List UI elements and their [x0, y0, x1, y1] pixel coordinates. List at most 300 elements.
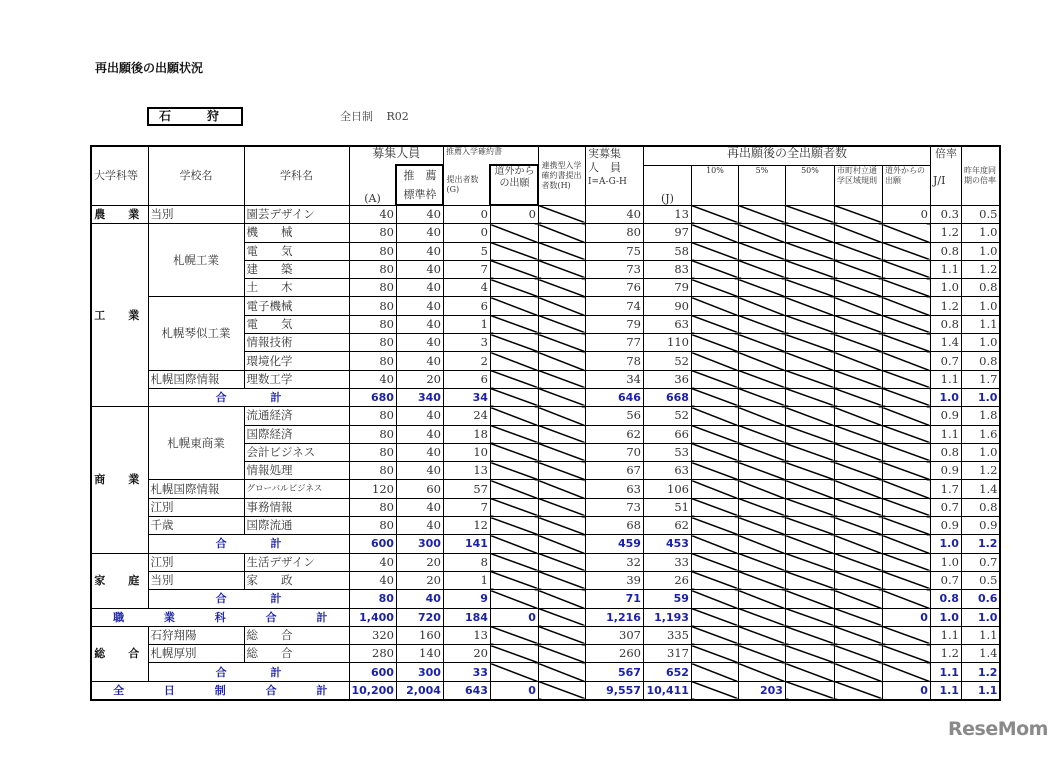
- actual-i-cell: 40: [585, 205, 643, 224]
- actual-i-cell: 76: [585, 279, 643, 297]
- last-year-ratio-cell: 1.0: [961, 224, 1000, 242]
- city-rule-diagonal-cell: [834, 498, 882, 516]
- header-submitted-g: 提出者数 (G): [443, 165, 490, 205]
- page-title: 再出願後の出願状況: [95, 61, 204, 75]
- ratio-cell: 1.0: [930, 553, 961, 571]
- submitted-g-cell: 33: [443, 663, 490, 681]
- department-cell: 国際流通: [244, 517, 349, 535]
- submitted-g-cell: 57: [443, 480, 490, 498]
- applicants-j-cell: 110: [643, 334, 691, 352]
- last-year-ratio-cell: 1.2: [961, 663, 1000, 681]
- ratio-cell: 0.9: [930, 407, 961, 425]
- school-cell: 札幌厚別: [148, 645, 244, 663]
- city-rule-diagonal-cell: [834, 205, 882, 224]
- last-year-ratio-cell: 1.2: [961, 462, 1000, 480]
- applicants-j-cell: 63: [643, 462, 691, 480]
- applicants-j-cell: 63: [643, 315, 691, 333]
- pct50-diagonal-cell: [785, 517, 834, 535]
- outside-apply-diagonal-cell: [490, 590, 538, 608]
- pct50-diagonal-cell: [785, 297, 834, 315]
- city-rule-diagonal-cell: [834, 663, 882, 681]
- pct50-diagonal-cell: [785, 370, 834, 388]
- recommend-quota-cell: 720: [396, 608, 443, 626]
- outside-apply-2-diagonal-cell: [882, 535, 930, 553]
- capacity-a-cell: 80: [349, 297, 396, 315]
- submitted-g-cell: 6: [443, 297, 490, 315]
- capacity-a-cell: 80: [349, 407, 396, 425]
- ratio-cell: 1.0: [930, 279, 961, 297]
- capacity-a-cell: 80: [349, 334, 396, 352]
- outside-apply-2-diagonal-cell: [882, 370, 930, 388]
- header-ratio-formula: J/I: [932, 174, 946, 187]
- recommend-quota-cell: 160: [396, 626, 443, 644]
- last-year-ratio-cell: 0.8: [961, 352, 1000, 370]
- total-row: [91, 608, 1000, 626]
- ratio-cell: 1.0: [930, 608, 961, 626]
- actual-i-cell: 67: [585, 462, 643, 480]
- submitted-g-cell: 1: [443, 315, 490, 333]
- pct10-diagonal-cell: [691, 425, 738, 443]
- pct50-diagonal-cell: [785, 535, 834, 553]
- outside-apply-2-diagonal-cell: [882, 425, 930, 443]
- applicants-j-cell: 97: [643, 224, 691, 242]
- applicants-j-cell: 36: [643, 370, 691, 388]
- submitted-g-cell: 13: [443, 626, 490, 644]
- linked-h-diagonal-cell: [538, 645, 585, 663]
- city-rule-diagonal-cell: [834, 590, 882, 608]
- ratio-cell: 0.9: [930, 517, 961, 535]
- pct50-diagonal-cell: [785, 663, 834, 681]
- pct5-diagonal-cell: [738, 279, 785, 297]
- school-cell: 当別: [148, 571, 244, 589]
- category-cell: 工 業: [91, 224, 148, 407]
- city-rule-diagonal-cell: [834, 388, 882, 406]
- city-rule-diagonal-cell: [834, 608, 882, 626]
- department-cell: 会計ビジネス: [244, 443, 349, 461]
- submitted-g-cell: 7: [443, 260, 490, 278]
- linked-h-diagonal-cell: [538, 334, 585, 352]
- department-cell: 総 合: [244, 645, 349, 663]
- category-cell: 農 業: [91, 205, 148, 224]
- header-ratio: [930, 146, 961, 205]
- outside-apply-diagonal-cell: [490, 425, 538, 443]
- linked-h-diagonal-cell: [538, 571, 585, 589]
- school-cell: 札幌琴似工業: [148, 297, 244, 370]
- pct5-diagonal-cell: [738, 590, 785, 608]
- outside-apply-2-diagonal-cell: [882, 334, 930, 352]
- outside-apply-diagonal-cell: [490, 260, 538, 278]
- outside-apply-2-diagonal-cell: [882, 352, 930, 370]
- recommend-quota-cell: 40: [396, 224, 443, 242]
- application-status-table: [90, 145, 1001, 701]
- outside-apply-diagonal-cell: [490, 517, 538, 535]
- actual-i-cell: 73: [585, 260, 643, 278]
- applicants-j-cell: 66: [643, 425, 691, 443]
- pct50-diagonal-cell: [785, 279, 834, 297]
- department-cell: 国際経済: [244, 425, 349, 443]
- last-year-ratio-cell: 0.6: [961, 590, 1000, 608]
- submitted-g-cell: 12: [443, 517, 490, 535]
- department-cell: 総 合: [244, 626, 349, 644]
- last-year-ratio-cell: 1.0: [961, 297, 1000, 315]
- submitted-g-cell: 4: [443, 279, 490, 297]
- department-cell: 電 気: [244, 315, 349, 333]
- outside-apply-2-diagonal-cell: [882, 645, 930, 663]
- department-cell: グローバルビジネス: [244, 480, 349, 498]
- outside-apply-2-diagonal-cell: [882, 315, 930, 333]
- applicants-j-cell: 83: [643, 260, 691, 278]
- linked-h-diagonal-cell: [538, 462, 585, 480]
- linked-h-diagonal-cell: [538, 388, 585, 406]
- ratio-cell: 0.7: [930, 571, 961, 589]
- total-row: [91, 681, 1000, 700]
- applicants-j-cell: 62: [643, 517, 691, 535]
- table-row: [91, 297, 1000, 315]
- pct50-diagonal-cell: [785, 608, 834, 626]
- outside-apply-2-diagonal-cell: [882, 626, 930, 644]
- table-row: [91, 553, 1000, 571]
- table-row: [91, 645, 1000, 663]
- pct10-diagonal-cell: [691, 681, 738, 700]
- city-rule-diagonal-cell: [834, 626, 882, 644]
- city-rule-diagonal-cell: [834, 407, 882, 425]
- last-year-ratio-cell: 1.0: [961, 334, 1000, 352]
- submitted-g-cell: 643: [443, 681, 490, 700]
- actual-i-cell: 307: [585, 626, 643, 644]
- recommend-quota-cell: 40: [396, 315, 443, 333]
- linked-h-diagonal-cell: [538, 626, 585, 644]
- pct5-diagonal-cell: [738, 315, 785, 333]
- outside-apply-diagonal-cell: [490, 626, 538, 644]
- capacity-a-cell: 80: [349, 260, 396, 278]
- outside-apply-2-diagonal-cell: [882, 498, 930, 516]
- ratio-cell: 1.2: [930, 645, 961, 663]
- actual-i-cell: 260: [585, 645, 643, 663]
- pct5-diagonal-cell: [738, 352, 785, 370]
- department-cell: 家 政: [244, 571, 349, 589]
- capacity-a-cell: 40: [349, 205, 396, 224]
- subtotal-label: 合 計: [148, 663, 349, 681]
- linked-h-diagonal-cell: [538, 242, 585, 260]
- header-linked-h: 連携型入学確約書提出者数(H): [538, 146, 585, 205]
- linked-h-diagonal-cell: [538, 370, 585, 388]
- school-cell: 札幌国際情報: [148, 370, 244, 388]
- header-department: 学科名: [244, 146, 349, 205]
- pct10-diagonal-cell: [691, 224, 738, 242]
- city-rule-diagonal-cell: [834, 535, 882, 553]
- actual-i-cell: 71: [585, 590, 643, 608]
- outside-apply-2-diagonal-cell: [882, 279, 930, 297]
- pct50-diagonal-cell: [785, 242, 834, 260]
- department-cell: 園芸デザイン: [244, 205, 349, 224]
- department-cell: 機 械: [244, 224, 349, 242]
- applicants-j-cell: 33: [643, 553, 691, 571]
- pct10-diagonal-cell: [691, 352, 738, 370]
- submitted-g-cell: 0: [443, 205, 490, 224]
- header-all-applicants: 再出願後の全出願者数: [643, 146, 930, 165]
- submitted-g-cell: 10: [443, 443, 490, 461]
- outside-apply-diagonal-cell: [490, 663, 538, 681]
- header-actual-formula: I=A-G-H: [587, 177, 627, 187]
- header-j: (J): [643, 165, 691, 205]
- capacity-a-cell: 10,200: [349, 681, 396, 700]
- linked-h-diagonal-cell: [538, 407, 585, 425]
- pct5-diagonal-cell: [738, 260, 785, 278]
- pct10-diagonal-cell: [691, 553, 738, 571]
- submitted-g-cell: 20: [443, 645, 490, 663]
- outside-apply-diagonal-cell: [490, 645, 538, 663]
- pct50-diagonal-cell: [785, 645, 834, 663]
- recommend-quota-cell: 40: [396, 297, 443, 315]
- actual-i-cell: 32: [585, 553, 643, 571]
- pct50-diagonal-cell: [785, 462, 834, 480]
- recommend-quota-cell: 20: [396, 553, 443, 571]
- ratio-cell: 0.7: [930, 352, 961, 370]
- pct10-diagonal-cell: [691, 260, 738, 278]
- outside-apply-2-diagonal-cell: [882, 480, 930, 498]
- linked-h-diagonal-cell: [538, 663, 585, 681]
- outside-apply-2-cell: 0: [882, 681, 930, 700]
- header-ratio-label: 倍率: [934, 147, 957, 160]
- table-row: [91, 498, 1000, 516]
- actual-i-cell: 73: [585, 498, 643, 516]
- capacity-a-cell: 120: [349, 480, 396, 498]
- recommend-quota-cell: 140: [396, 645, 443, 663]
- region-label: 石 狩: [147, 107, 243, 126]
- last-year-ratio-cell: 1.0: [961, 443, 1000, 461]
- ratio-cell: 1.1: [930, 425, 961, 443]
- last-year-ratio-cell: 0.9: [961, 517, 1000, 535]
- pct5-diagonal-cell: [738, 370, 785, 388]
- table-row: [91, 205, 1000, 224]
- applicants-j-cell: 317: [643, 645, 691, 663]
- recommend-quota-cell: 40: [396, 590, 443, 608]
- submitted-g-cell: 34: [443, 388, 490, 406]
- table-row: [91, 224, 1000, 242]
- pct5-diagonal-cell: [738, 663, 785, 681]
- recommend-quota-cell: 40: [396, 443, 443, 461]
- capacity-a-cell: 40: [349, 571, 396, 589]
- city-rule-diagonal-cell: [834, 571, 882, 589]
- subtotal-label: 合 計: [148, 535, 349, 553]
- header-outside-apply-2: 道外からの出願: [882, 165, 930, 205]
- recommend-quota-cell: 40: [396, 205, 443, 224]
- header-pledge: 推薦入学確約書: [443, 146, 538, 165]
- category-cell: 総 合: [91, 626, 148, 681]
- ratio-cell: 0.3: [930, 205, 961, 224]
- grand-total-label: 全 日 制 合 計: [91, 681, 349, 700]
- outside-apply-2-diagonal-cell: [882, 663, 930, 681]
- pct10-diagonal-cell: [691, 407, 738, 425]
- pct10-diagonal-cell: [691, 370, 738, 388]
- pct10-diagonal-cell: [691, 462, 738, 480]
- pct10-diagonal-cell: [691, 480, 738, 498]
- capacity-a-cell: 40: [349, 553, 396, 571]
- ratio-cell: 0.7: [930, 498, 961, 516]
- header-capacity: 募集人員: [349, 146, 443, 165]
- city-rule-diagonal-cell: [834, 462, 882, 480]
- pct10-diagonal-cell: [691, 590, 738, 608]
- outside-apply-diagonal-cell: [490, 443, 538, 461]
- actual-i-cell: 567: [585, 663, 643, 681]
- actual-i-cell: 646: [585, 388, 643, 406]
- pct50-diagonal-cell: [785, 480, 834, 498]
- outside-apply-diagonal-cell: [490, 242, 538, 260]
- submitted-g-cell: 13: [443, 462, 490, 480]
- last-year-ratio-cell: 0.5: [961, 571, 1000, 589]
- submitted-g-cell: 184: [443, 608, 490, 626]
- submitted-g-cell: 9: [443, 590, 490, 608]
- table-row: [91, 370, 1000, 388]
- city-rule-diagonal-cell: [834, 443, 882, 461]
- header-actual-line1: 実募集: [587, 147, 621, 160]
- total-row: [91, 388, 1000, 406]
- header-5pct: 5%: [738, 165, 785, 205]
- pct50-diagonal-cell: [785, 334, 834, 352]
- capacity-a-cell: 600: [349, 663, 396, 681]
- linked-h-diagonal-cell: [538, 608, 585, 626]
- header-actual-line2: 人 員: [587, 161, 621, 174]
- department-cell: 電子機械: [244, 297, 349, 315]
- pct50-diagonal-cell: [785, 590, 834, 608]
- city-rule-diagonal-cell: [834, 370, 882, 388]
- last-year-ratio-cell: 1.4: [961, 645, 1000, 663]
- pct5-diagonal-cell: [738, 388, 785, 406]
- linked-h-diagonal-cell: [538, 590, 585, 608]
- outside-apply-2-diagonal-cell: [882, 388, 930, 406]
- pct50-diagonal-cell: [785, 571, 834, 589]
- actual-i-cell: 56: [585, 407, 643, 425]
- pct50-diagonal-cell: [785, 315, 834, 333]
- outside-apply-2-diagonal-cell: [882, 297, 930, 315]
- city-rule-diagonal-cell: [834, 517, 882, 535]
- capacity-a-cell: 80: [349, 242, 396, 260]
- submitted-g-cell: 2: [443, 352, 490, 370]
- pct50-diagonal-cell: [785, 205, 834, 224]
- applicants-j-cell: 79: [643, 279, 691, 297]
- table-row: [91, 626, 1000, 644]
- pct5-diagonal-cell: [738, 297, 785, 315]
- subtotal-label: 合 計: [148, 388, 349, 406]
- last-year-ratio-cell: 1.0: [961, 242, 1000, 260]
- last-year-ratio-cell: 1.2: [961, 260, 1000, 278]
- outside-apply-diagonal-cell: [490, 279, 538, 297]
- ratio-cell: 1.1: [930, 663, 961, 681]
- last-year-ratio-cell: 1.1: [961, 626, 1000, 644]
- outside-apply-2-cell: 0: [882, 205, 930, 224]
- applicants-j-cell: 106: [643, 480, 691, 498]
- pct50-diagonal-cell: [785, 224, 834, 242]
- linked-h-diagonal-cell: [538, 279, 585, 297]
- pct10-diagonal-cell: [691, 315, 738, 333]
- outside-apply-2-diagonal-cell: [882, 224, 930, 242]
- linked-h-diagonal-cell: [538, 498, 585, 516]
- actual-i-cell: 9,557: [585, 681, 643, 700]
- department-cell: 電 気: [244, 242, 349, 260]
- ratio-cell: 1.0: [930, 535, 961, 553]
- pct5-diagonal-cell: [738, 535, 785, 553]
- ratio-cell: 0.8: [930, 242, 961, 260]
- pct50-diagonal-cell: [785, 681, 834, 700]
- department-cell: 建 築: [244, 260, 349, 278]
- header-city-rule: 市町村立通学区域規則: [834, 165, 882, 205]
- resemom-logo: ReseMom: [948, 718, 1048, 740]
- city-rule-diagonal-cell: [834, 425, 882, 443]
- capacity-a-cell: 80: [349, 517, 396, 535]
- header-10pct: 10%: [691, 165, 738, 205]
- linked-h-diagonal-cell: [538, 260, 585, 278]
- outside-apply-diagonal-cell: [490, 224, 538, 242]
- last-year-ratio-cell: 0.5: [961, 205, 1000, 224]
- recommend-quota-cell: 40: [396, 260, 443, 278]
- submitted-g-cell: 6: [443, 370, 490, 388]
- applicants-j-cell: 90: [643, 297, 691, 315]
- last-year-ratio-cell: 1.1: [961, 315, 1000, 333]
- header-50pct: 50%: [785, 165, 834, 205]
- total-row: [91, 535, 1000, 553]
- last-year-ratio-cell: 1.7: [961, 370, 1000, 388]
- outside-apply-2-diagonal-cell: [882, 443, 930, 461]
- recommend-quota-cell: 40: [396, 242, 443, 260]
- recommend-quota-cell: 40: [396, 498, 443, 516]
- pct10-diagonal-cell: [691, 608, 738, 626]
- outside-apply-diagonal-cell: [490, 388, 538, 406]
- outside-apply-2-cell: 0: [882, 608, 930, 626]
- actual-i-cell: 78: [585, 352, 643, 370]
- recommend-quota-cell: 40: [396, 425, 443, 443]
- category-cell: 家 庭: [91, 553, 148, 608]
- outside-apply-diagonal-cell: [490, 370, 538, 388]
- last-year-ratio-cell: 0.7: [961, 553, 1000, 571]
- applicants-j-cell: 668: [643, 388, 691, 406]
- recommend-quota-cell: 20: [396, 571, 443, 589]
- table-row: [91, 480, 1000, 498]
- actual-i-cell: 79: [585, 315, 643, 333]
- actual-i-cell: 39: [585, 571, 643, 589]
- school-cell: 当別: [148, 205, 244, 224]
- applicants-j-cell: 52: [643, 352, 691, 370]
- submitted-g-cell: 8: [443, 553, 490, 571]
- grand-total-label: 職 業 科 合 計: [91, 608, 349, 626]
- category-cell: 商 業: [91, 407, 148, 553]
- pct5-diagonal-cell: [738, 498, 785, 516]
- outside-apply-cell: 0: [490, 608, 538, 626]
- total-row: [91, 590, 1000, 608]
- outside-apply-diagonal-cell: [490, 315, 538, 333]
- outside-apply-2-diagonal-cell: [882, 260, 930, 278]
- actual-i-cell: 80: [585, 224, 643, 242]
- outside-apply-2-diagonal-cell: [882, 571, 930, 589]
- city-rule-diagonal-cell: [834, 242, 882, 260]
- table-row: [91, 571, 1000, 589]
- capacity-a-cell: 80: [349, 279, 396, 297]
- department-cell: 情報技術: [244, 334, 349, 352]
- pct10-diagonal-cell: [691, 517, 738, 535]
- capacity-a-cell: 80: [349, 462, 396, 480]
- applicants-j-cell: 10,411: [643, 681, 691, 700]
- outside-apply-diagonal-cell: [490, 571, 538, 589]
- pct5-diagonal-cell: [738, 480, 785, 498]
- city-rule-diagonal-cell: [834, 480, 882, 498]
- department-cell: 情報処理: [244, 462, 349, 480]
- pct10-diagonal-cell: [691, 626, 738, 644]
- city-rule-diagonal-cell: [834, 315, 882, 333]
- outside-apply-diagonal-cell: [490, 407, 538, 425]
- ratio-cell: 1.1: [930, 681, 961, 700]
- pct10-diagonal-cell: [691, 334, 738, 352]
- schedule-label: 全日制 R02: [340, 110, 409, 123]
- applicants-j-cell: 58: [643, 242, 691, 260]
